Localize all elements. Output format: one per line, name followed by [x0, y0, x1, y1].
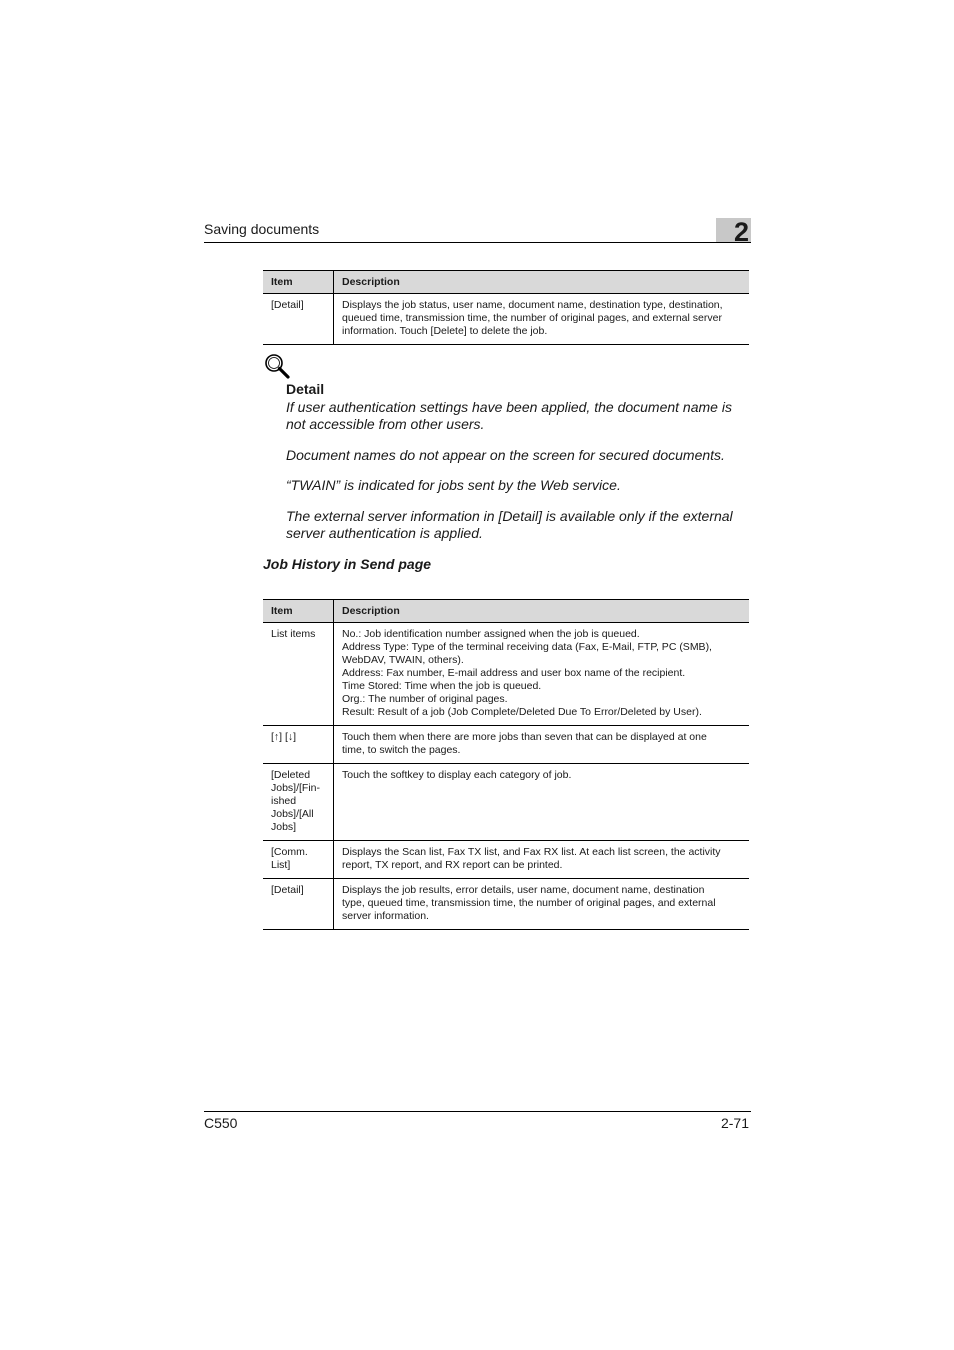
page-header: [204, 217, 751, 247]
table-row: [263, 841, 749, 879]
header-title: Saving documents: [204, 221, 320, 237]
detail-table: [263, 270, 749, 345]
chapter-number: 2: [734, 217, 750, 247]
detail-note-2: Document names do not appear on the screen for secured documents.: [286, 447, 725, 463]
table-header-row: [263, 271, 749, 294]
cell-item: [Deleted Jobs]/[Fin- ished Jobs]/[All Jobs]: [263, 764, 334, 841]
cell-item: [↑] [↓]: [263, 726, 334, 764]
column-header-item: Item: [263, 271, 334, 294]
cell-description: Displays the job status, user name, document name, destination type, destination, queued time, transmission time, the number of original pages, and external server information. Touch [Delete] to delete the job.: [334, 294, 750, 345]
cell-description: No.: Job identification number assigned when the job is queued. Address Type: Type of the terminal receiving data (Fax, E-Mail, FTP, PC (SMB), WebDAV, TWAIN, others). Address: Fax number, E-mail address and user box name of the recipient. Time Stored: Time when the job is queued. Org.: The number of original pages. Result: Result of a job (Job Complete/Deleted Due To Error/Deleted by User).: [334, 623, 750, 726]
detail-note-1: If user authentication settings have been applied, the document name is not accessible from other users.: [286, 399, 732, 432]
column-header-description: Description: [334, 600, 750, 623]
detail-note-3: “TWAIN” is indicated for jobs sent by the Web service.: [286, 477, 621, 493]
detail-note-4: The external server information in [Detail] is available only if the external server authentication is applied.: [286, 508, 733, 541]
cell-description: Displays the job results, error details, user name, document name, destination type, queued time, transmission time, the number of original pages, and external server information.: [334, 879, 750, 930]
detail-heading: Detail: [286, 381, 325, 397]
table-row: [263, 879, 749, 930]
cell-description: Displays the Scan list, Fax TX list, and Fax RX list. At each list screen, the activity report, TX report, and RX report can be printed.: [334, 841, 750, 879]
cell-item: List items: [263, 623, 334, 726]
page-footer: [204, 1111, 751, 1131]
magnifier-icon: [263, 352, 291, 380]
chapter-tab: [716, 217, 751, 247]
cell-description: Touch them when there are more jobs than seven that can be displayed at one time, to switch the pages.: [334, 726, 750, 764]
cell-item: [Detail]: [263, 294, 334, 345]
table-row: [263, 623, 749, 726]
footer-model: C550: [204, 1115, 238, 1131]
column-header-item: Item: [263, 600, 334, 623]
table-row: [263, 294, 749, 345]
table-row: [263, 726, 749, 764]
column-header-description: Description: [334, 271, 750, 294]
table-row: [263, 764, 749, 841]
table-header-row: [263, 600, 749, 623]
footer-page-number: 2-71: [720, 1115, 749, 1131]
cell-item: [Comm. List]: [263, 841, 334, 879]
section-heading: Job History in Send page: [263, 556, 432, 572]
job-history-table: [263, 599, 749, 930]
cell-item: [Detail]: [263, 879, 334, 930]
cell-description: Touch the softkey to display each category of job.: [334, 764, 750, 841]
